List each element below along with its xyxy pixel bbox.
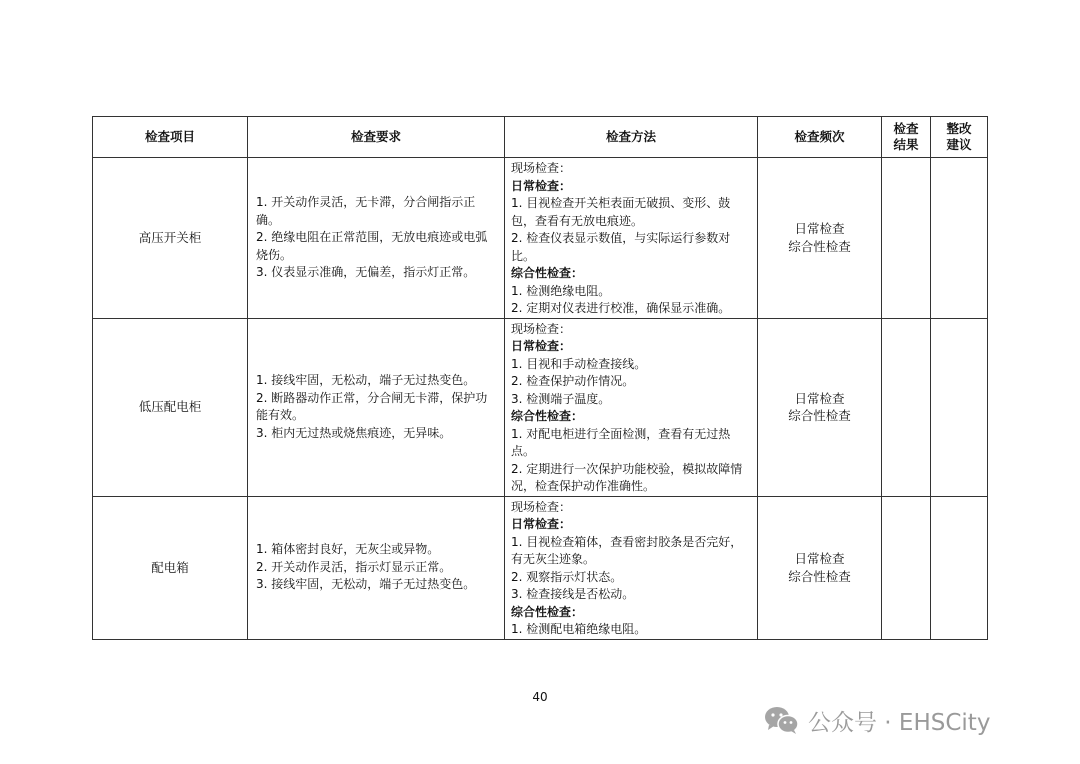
method-comprehensive-heading: 综合性检查： — [511, 409, 584, 423]
wechat-icon — [764, 705, 800, 735]
method-daily-heading: 日常检查： — [511, 517, 572, 531]
cell-frequency — [758, 158, 882, 319]
header-advice — [931, 117, 988, 158]
cell-item: 配电箱 — [93, 496, 248, 639]
cell-item: 高压开关柜 — [93, 158, 248, 319]
requirement-line: 1. 接线牢固，无松动，端子无过热变色。 — [256, 373, 476, 387]
header-frequency: 检查频次 — [758, 117, 882, 158]
cell-frequency — [758, 318, 882, 496]
requirement-line: 2. 开关动作灵活，指示灯显示正常。 — [256, 559, 452, 574]
cell-result — [882, 318, 931, 496]
cell-result — [882, 158, 931, 319]
header-advice-line: 整改 — [946, 121, 972, 136]
header-method: 检查方法 — [505, 117, 758, 158]
method-comprehensive-heading: 综合性检查： — [511, 604, 584, 619]
requirement-line: 1. 箱体密封良好，无灰尘或异物。 — [256, 542, 440, 557]
method-line: 1. 对配电柜进行全面检测，查看有无过热点。 — [511, 426, 731, 458]
requirement-line: 2. 绝缘电阻在正常范围，无放电痕迹或电弧烧伤。 — [256, 230, 488, 262]
frequency-line: 综合性检查 — [788, 568, 851, 584]
method-line: 1. 检测配电箱绝缘电阻。 — [511, 622, 647, 636]
header-item: 检查项目 — [93, 117, 248, 158]
frequency-line: 综合性检查 — [788, 238, 851, 254]
method-comprehensive-heading: 综合性检查： — [511, 266, 584, 280]
header-result — [882, 117, 931, 158]
page-number: 40 — [532, 690, 548, 704]
cell-method — [505, 158, 758, 319]
table-header-row — [93, 117, 988, 158]
cell-frequency — [758, 496, 882, 639]
frequency-line: 综合性检查 — [788, 408, 851, 423]
header-result-line: 结果 — [893, 137, 919, 152]
method-line: 2. 检查仪表显示数值，与实际运行参数对比。 — [511, 231, 731, 263]
requirement-line: 3. 接线牢固，无松动，端子无过热变色。 — [256, 577, 476, 592]
method-line: 2. 定期对仪表进行校准，确保显示准确。 — [511, 301, 731, 315]
method-daily-heading: 日常检查： — [511, 178, 572, 193]
method-daily-heading: 日常检查： — [511, 339, 572, 353]
frequency-line: 日常检查 — [794, 390, 845, 406]
method-onsite-label: 现场检查： — [511, 161, 572, 175]
cell-method — [505, 496, 758, 639]
requirement-line: 1. 开关动作灵活，无卡滞，分合闸指示正确。 — [256, 195, 476, 227]
cell-method — [505, 318, 758, 496]
cell-item: 低压配电柜 — [93, 318, 248, 496]
header-result-line: 检查 — [893, 121, 919, 136]
frequency-line: 日常检查 — [794, 551, 845, 566]
requirement-line: 2. 断路器动作正常，分合闸无卡滞，保护功能有效。 — [256, 390, 488, 422]
table-row — [93, 318, 988, 496]
method-line: 1. 目视检查箱体，查看密封胶条是否完好，有无灰尘迹象。 — [511, 534, 743, 566]
cell-advice — [931, 496, 988, 639]
method-line: 2. 观察指示灯状态。 — [511, 569, 623, 584]
cell-advice — [931, 318, 988, 496]
requirement-line: 3. 仪表显示准确，无偏差，指示灯正常。 — [256, 265, 476, 279]
watermark-text: 公众号 · EHSCity — [808, 709, 991, 736]
method-line: 1. 目视检查开关柜表面无破损、变形、鼓包，查看有无放电痕迹。 — [511, 196, 731, 228]
frequency-line: 日常检查 — [794, 221, 845, 237]
cell-requirements — [248, 496, 505, 639]
cell-requirements — [248, 158, 505, 319]
cell-requirements — [248, 318, 505, 496]
method-line: 2. 检查保护动作情况。 — [511, 374, 635, 388]
method-onsite-label: 现场检查： — [511, 321, 572, 336]
method-line: 2. 定期进行一次保护功能校验，模拟故障情况，检查保护动作准确性。 — [511, 461, 743, 493]
header-requirement: 检查要求 — [248, 117, 505, 158]
watermark — [764, 700, 990, 740]
cell-result — [882, 496, 931, 639]
table-row — [93, 496, 988, 639]
method-line: 3. 检查接线是否松动。 — [511, 587, 635, 601]
table-row — [93, 158, 988, 319]
header-advice-line: 建议 — [946, 137, 972, 152]
inspection-table — [92, 116, 988, 640]
method-line: 1. 目视和手动检查接线。 — [511, 356, 647, 371]
method-line: 3. 检测端子温度。 — [511, 391, 611, 406]
requirement-line: 3. 柜内无过热或烧焦痕迹，无异味。 — [256, 425, 452, 440]
method-line: 1. 检测绝缘电阻。 — [511, 283, 611, 298]
cell-advice — [931, 158, 988, 319]
method-onsite-label: 现场检查： — [511, 499, 572, 514]
